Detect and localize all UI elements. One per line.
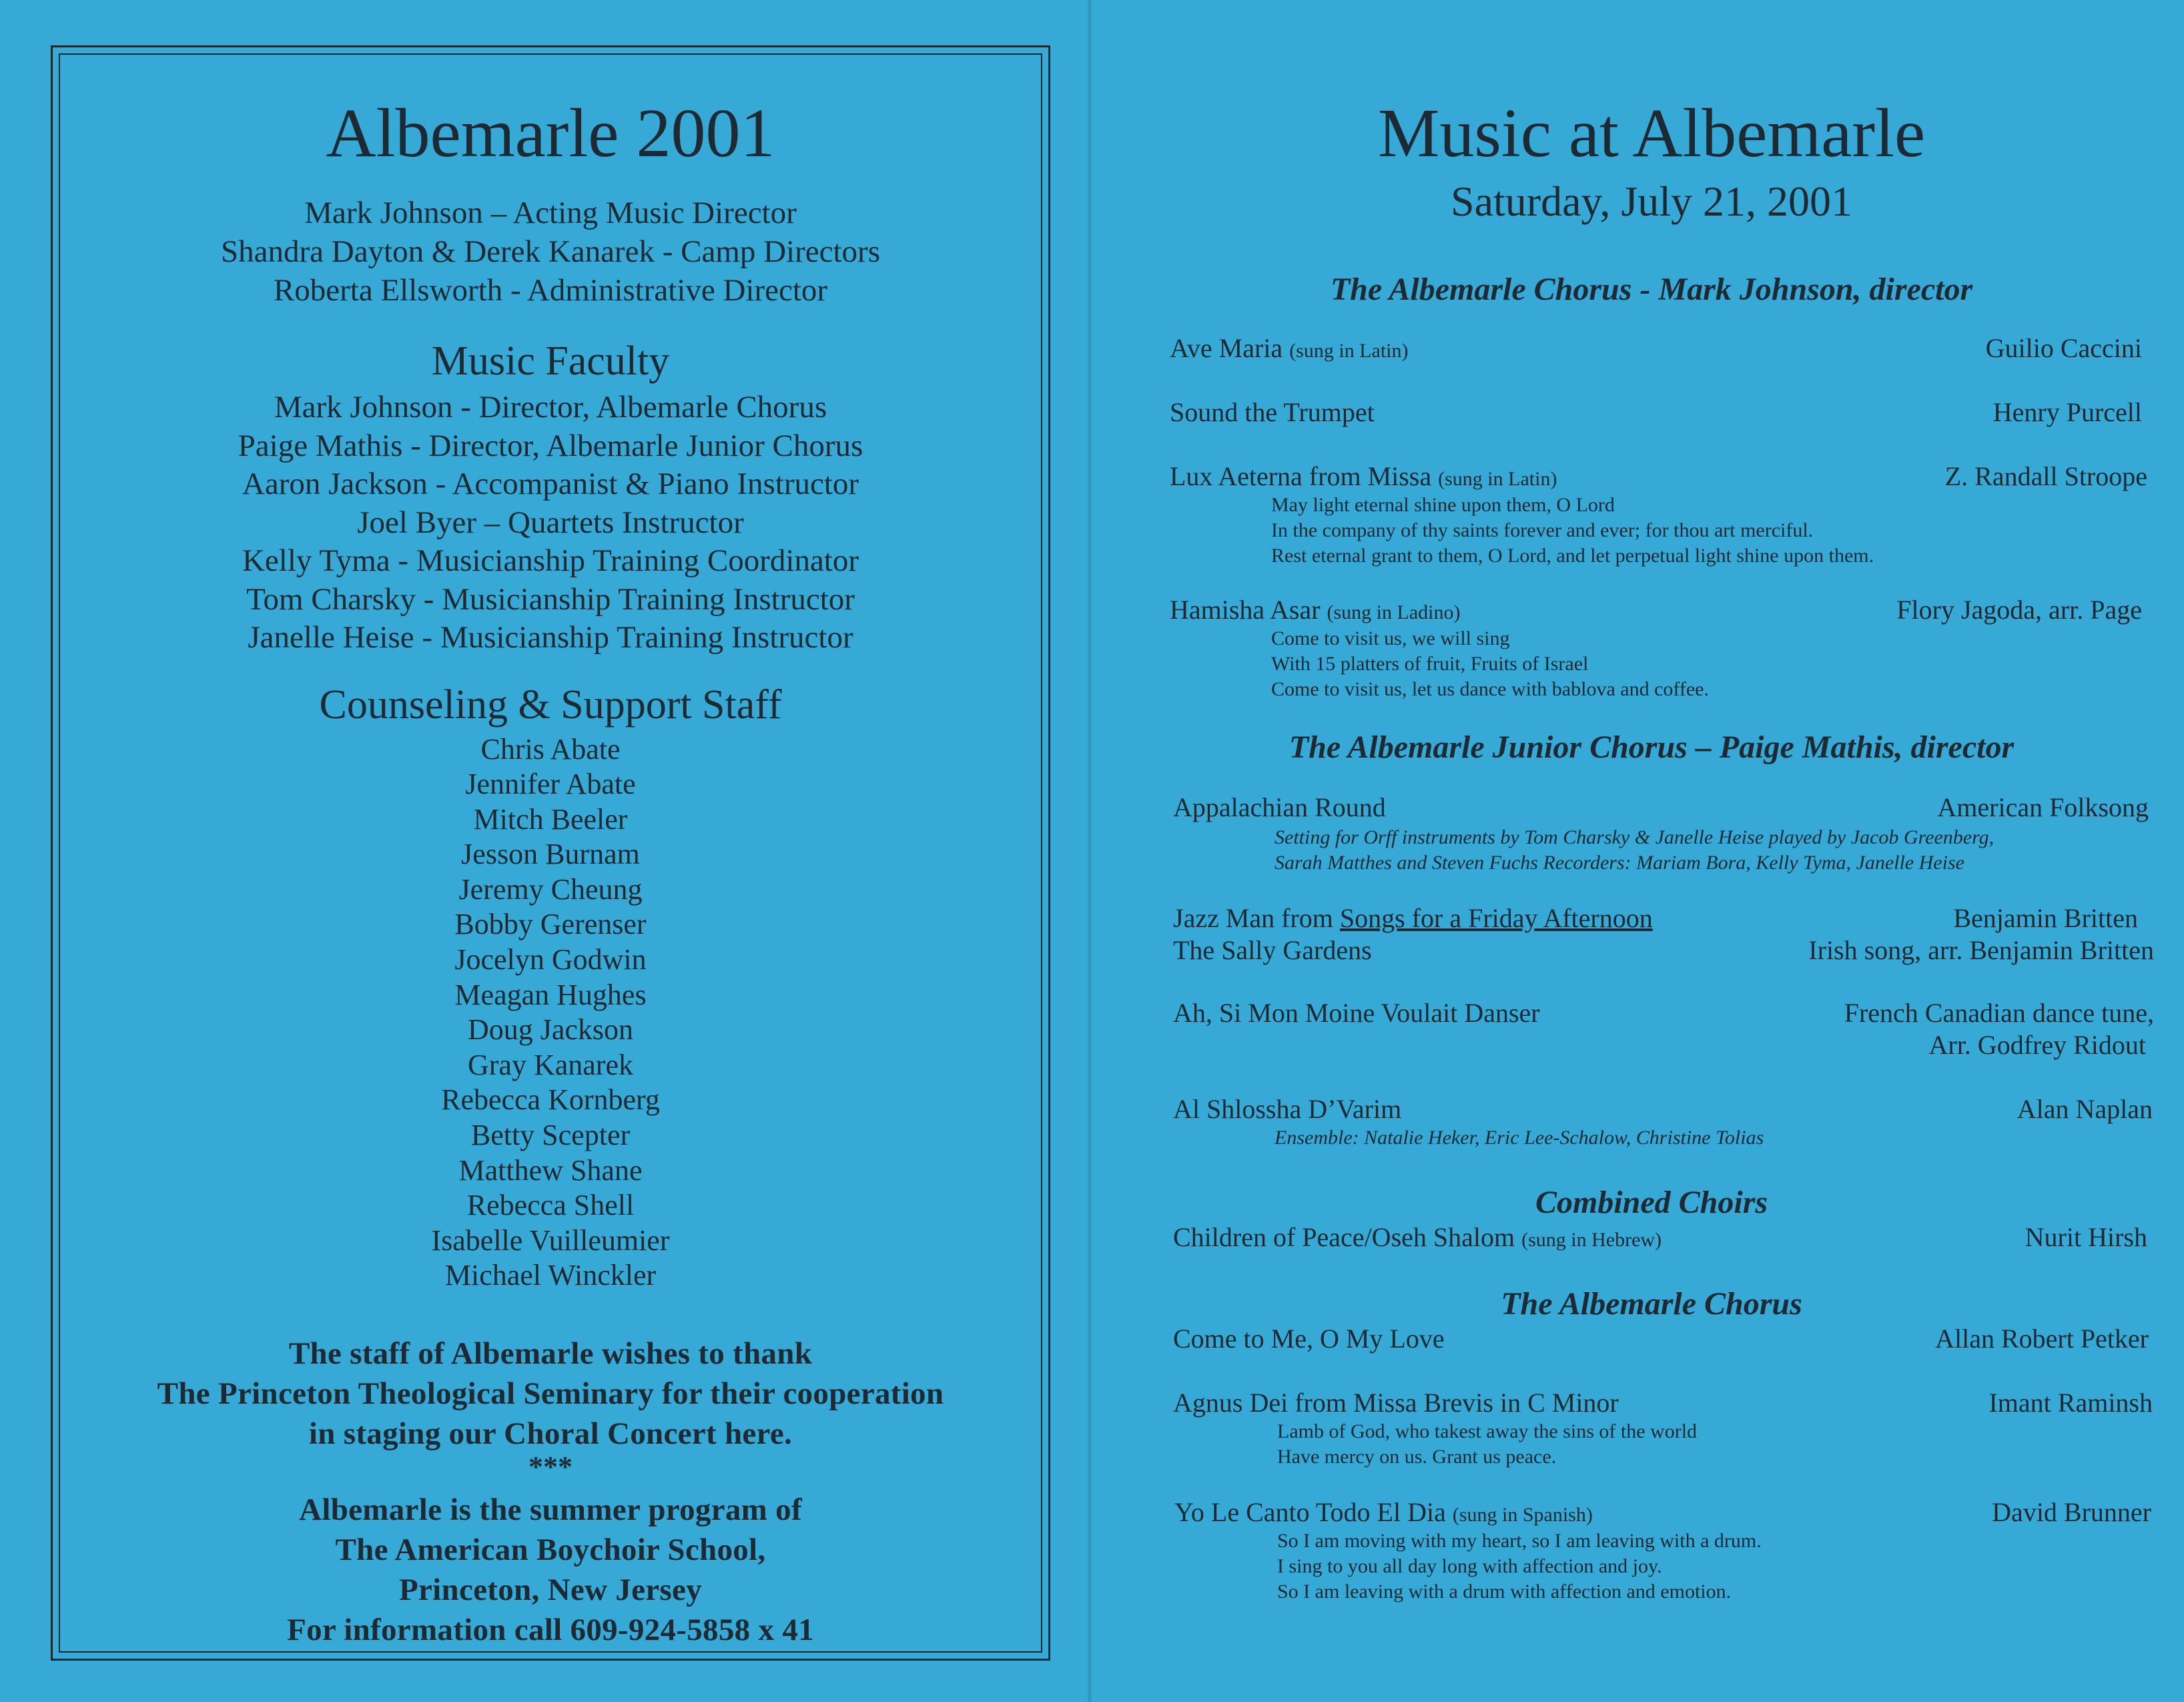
faculty-heading: Music Faculty: [431, 338, 670, 384]
piece-title: Agnus Dei from Missa Brevis in C Minor: [1173, 1388, 1619, 1418]
piece-title: Hamisha Asar: [1170, 595, 1321, 625]
info-line: Albemarle is the summer program of: [299, 1492, 802, 1527]
piece-note: (sung in Latin): [1438, 468, 1557, 490]
thanks-line: The Princeton Theological Seminary for their cooperation: [157, 1376, 944, 1411]
counselor-name: Matthew Shane: [458, 1153, 643, 1187]
performers-line: Sarah Matthes and Steven Fuchs Recorders: Mariam Bora, Kelly Tyma, Janelle Heise: [1275, 852, 1964, 874]
translation-line: Come to visit us, we will sing: [1271, 627, 1510, 649]
faculty-line: Tom Charsky - Musicianship Training Instructor: [246, 581, 855, 617]
piece-arranger: Arr. Godfrey Ridout: [1928, 1030, 2146, 1060]
piece-composer: Guilio Caccini: [1985, 333, 2142, 363]
counselor-name: Rebecca Shell: [466, 1189, 635, 1222]
info-line: The American Boychoir School,: [335, 1532, 766, 1567]
counseling-heading: Counseling & Support Staff: [319, 681, 782, 728]
piece-composer: American Folksong: [1937, 792, 2149, 822]
staff-line: Mark Johnson – Acting Music Director: [304, 196, 797, 230]
piece-composer: French Canadian dance tune,: [1844, 998, 2154, 1028]
piece-title: Children of Peace/Oseh Shalom: [1173, 1222, 1515, 1252]
piece-composer: Z. Randall Stroope: [1944, 461, 2147, 491]
separator-stars: ***: [528, 1450, 573, 1483]
counselor-name: Rebecca Kornberg: [441, 1083, 660, 1117]
counselor-name: Jeremy Cheung: [458, 872, 643, 906]
faculty-line: Janelle Heise - Musicianship Training Instructor: [248, 620, 853, 655]
piece-composer: Nurit Hirsh: [2025, 1222, 2147, 1252]
piece-composer: Flory Jagoda, arr. Page: [1896, 595, 2142, 625]
faculty-line: Kelly Tyma - Musicianship Training Coordinator: [242, 543, 859, 578]
faculty-line: Paige Mathis - Director, Albemarle Junior Chorus: [238, 428, 863, 463]
info-line: For information call 609-924-5858 x 41: [287, 1613, 814, 1647]
piece-title: Ah, Si Mon Moine Voulait Danser: [1173, 998, 1540, 1028]
counselor-name: Bobby Gerenser: [454, 908, 647, 941]
piece-title: Al Shlossha D’Varim: [1173, 1094, 1402, 1124]
piece-note: (sung in Ladino): [1327, 601, 1461, 623]
piece-title: The Sally Gardens: [1173, 935, 1372, 965]
collection-title: Songs for a Friday Afternoon: [1339, 903, 1653, 933]
piece-note: (sung in Hebrew): [1521, 1229, 1662, 1251]
counselor-name: Meagan Hughes: [454, 978, 647, 1011]
translation-line: So I am moving with my heart, so I am leaving with a drum.: [1277, 1530, 1762, 1552]
translation-line: I sing to you all day long with affection and joy.: [1277, 1555, 1662, 1577]
piece-title: Yo Le Canto Todo El Dia: [1174, 1497, 1446, 1527]
piece-composer: Allan Robert Petker: [1935, 1324, 2149, 1354]
counselor-name: Jocelyn Godwin: [454, 943, 647, 976]
faculty-line: Mark Johnson - Director, Albemarle Chorus: [274, 390, 827, 424]
piece-composer: Irish song, arr. Benjamin Britten: [1808, 935, 2154, 965]
piece-note: (sung in Latin): [1289, 340, 1409, 362]
translation-line: So I am leaving with a drum with affection and emotion.: [1277, 1581, 1732, 1603]
counselor-name: Betty Scepter: [470, 1119, 631, 1152]
program-date: Saturday, July 21, 2001: [1450, 178, 1853, 225]
translation-line: With 15 platters of fruit, Fruits of Israel: [1271, 653, 1589, 675]
counselor-name: Jennifer Abate: [465, 768, 636, 801]
counselor-name: Michael Winckler: [444, 1259, 657, 1292]
piece-title: Appalachian Round: [1173, 792, 1386, 822]
piece-title: Jazz Man from: [1173, 903, 1340, 933]
info-line: Princeton, New Jersey: [399, 1573, 702, 1607]
translation-line: Have mercy on us. Grant us peace.: [1277, 1446, 1557, 1468]
piece-composer: Henry Purcell: [1992, 397, 2142, 427]
faculty-line: Joel Byer – Quartets Instructor: [357, 505, 744, 540]
piece-title: Come to Me, O My Love: [1173, 1324, 1445, 1354]
piece-composer: Imant Raminsh: [1988, 1388, 2153, 1418]
translation-line: May light eternal shine upon them, O Lord: [1271, 494, 1615, 516]
ensemble-heading: The Albemarle Chorus: [1501, 1286, 1802, 1322]
translation-line: Rest eternal grant to them, O Lord, and let perpetual light shine upon them.: [1271, 545, 1874, 567]
page-fold: [1088, 0, 1092, 1702]
counselor-name: Mitch Beeler: [473, 802, 628, 836]
thanks-line: The staff of Albemarle wishes to thank: [288, 1336, 813, 1371]
ensemble-heading: The Albemarle Chorus - Mark Johnson, director: [1330, 272, 1973, 307]
performers-line: Setting for Orff instruments by Tom Charsky & Janelle Heise played by Jacob Greenberg,: [1275, 826, 1994, 848]
staff-line: Shandra Dayton & Derek Kanarek - Camp Directors: [221, 234, 880, 269]
translation-line: Come to visit us, let us dance with bablova and coffee.: [1271, 678, 1709, 700]
piece-title: Ave Maria: [1170, 333, 1283, 363]
counselor-name: Jesson Burnam: [461, 838, 640, 871]
translation-line: Lamb of God, who takest away the sins of the world: [1277, 1420, 1698, 1442]
staff-line: Roberta Ellsworth - Administrative Director: [273, 273, 828, 308]
left-page: [60, 87, 1041, 1650]
counselor-name: Chris Abate: [480, 732, 621, 766]
counselor-name: Doug Jackson: [467, 1013, 634, 1047]
program-title: Music at Albemarle: [1377, 95, 1926, 172]
translation-line: In the company of thy saints forever and ever; for thou art merciful.: [1271, 519, 1814, 541]
faculty-line: Aaron Jackson - Accompanist & Piano Instructor: [242, 467, 859, 501]
counselor-name: Isabelle Vuilleumier: [431, 1223, 670, 1257]
piece-note: (sung in Spanish): [1452, 1504, 1593, 1526]
left-title: Albemarle 2001: [326, 95, 775, 172]
ensemble-heading: The Albemarle Junior Chorus – Paige Mathis, director: [1289, 730, 2015, 765]
ensemble-heading: Combined Choirs: [1535, 1185, 1768, 1220]
counselor-name: Gray Kanarek: [468, 1048, 633, 1081]
thanks-line: in staging our Choral Concert here.: [308, 1416, 793, 1451]
performers-line: Ensemble: Natalie Heker, Eric Lee-Schalow, Christine Tolias: [1275, 1127, 1764, 1149]
piece-composer: Benjamin Britten: [1953, 903, 2138, 933]
piece-title: Sound the Trumpet: [1170, 397, 1375, 427]
piece-composer: David Brunner: [1992, 1497, 2151, 1527]
piece-composer: Alan Naplan: [2017, 1094, 2153, 1124]
piece-title: Lux Aeterna from Missa: [1170, 461, 1432, 491]
